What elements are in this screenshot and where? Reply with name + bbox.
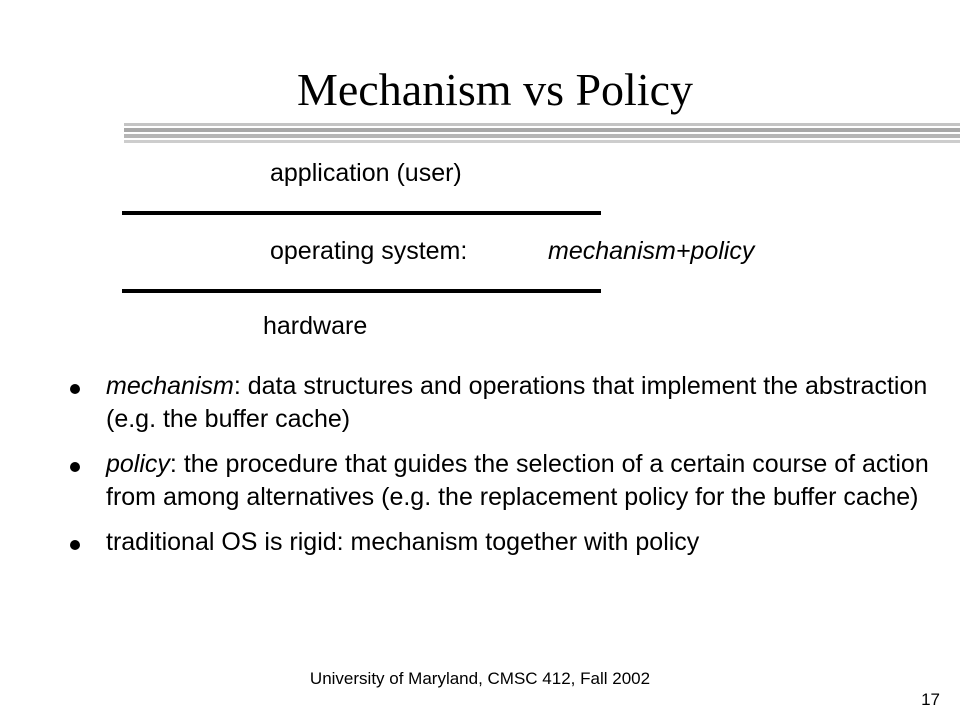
bullet-marker	[70, 462, 80, 472]
bullet-term: policy	[106, 450, 170, 478]
os-layer-label: operating system:	[270, 237, 468, 265]
bullet-item-policy	[70, 448, 940, 514]
layer-divider-bottom	[122, 289, 601, 293]
page-number: 17	[921, 690, 940, 709]
application-layer-label: application (user)	[270, 159, 462, 187]
footer-text: University of Maryland, CMSC 412, Fall 2002	[309, 669, 651, 688]
bullet-item-traditional-os	[70, 526, 940, 559]
bullet-list	[70, 370, 940, 571]
bullet-marker	[70, 384, 80, 394]
title-rule	[0, 123, 960, 145]
bullet-term: mechanism	[106, 372, 234, 400]
hardware-layer-label: hardware	[263, 312, 368, 340]
layer-divider-top	[122, 211, 601, 215]
bullet-text: : data structures and operations that implement the abstraction (e.g. the buffer cache)	[106, 372, 928, 433]
bullet-text: : the procedure that guides the selection of a certain course of action from among alternatives (e.g. the replacement policy for the buffer cache)	[106, 450, 929, 511]
bullet-item-mechanism	[70, 370, 940, 436]
slide-title: Mechanism vs Policy	[296, 64, 694, 115]
bullet-text: traditional OS is rigid: mechanism together with policy	[106, 528, 700, 556]
bullet-marker	[70, 540, 80, 550]
os-layer-value: mechanism+policy	[548, 237, 755, 265]
